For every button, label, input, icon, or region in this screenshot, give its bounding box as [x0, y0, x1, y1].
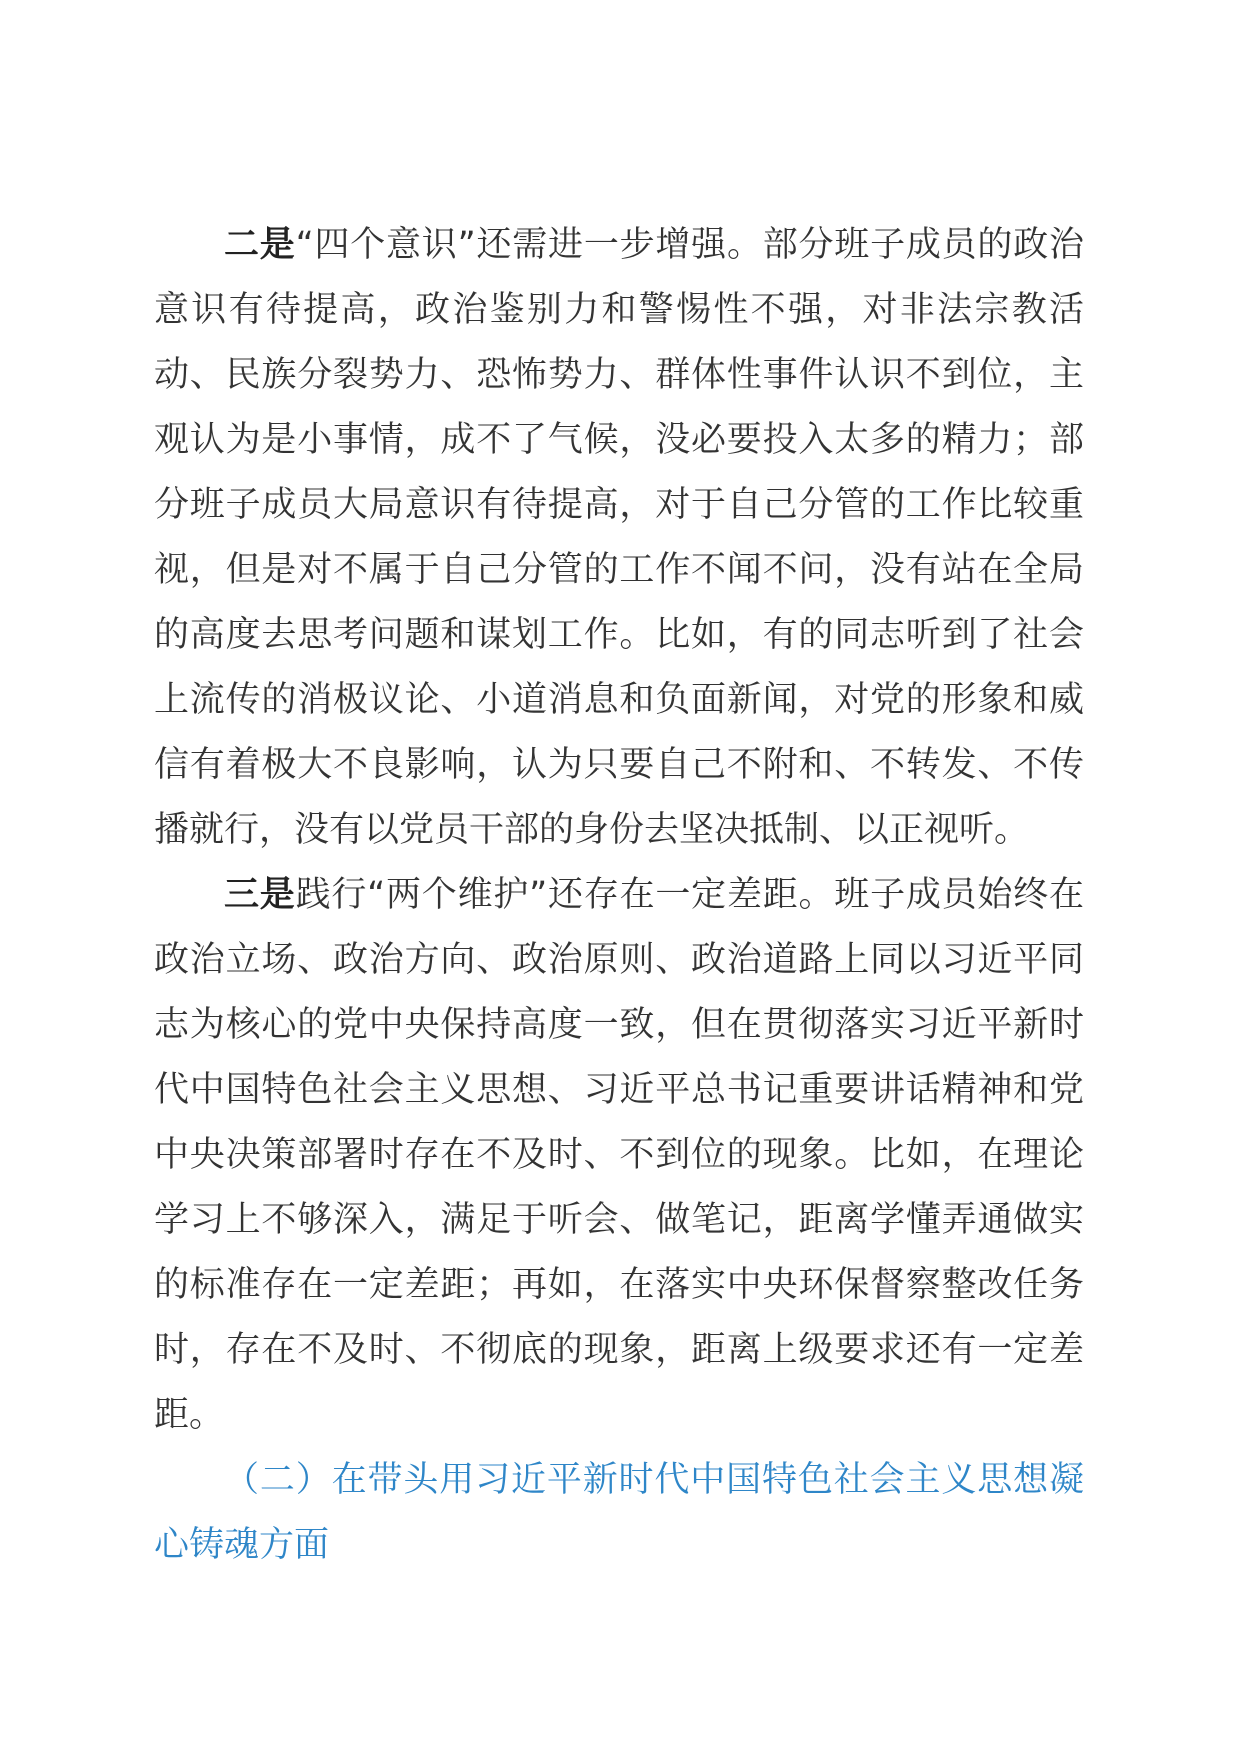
section-heading: （二）在带头用习近平新时代中国特色社会主义思想凝心铸魂方面 — [154, 1460, 1084, 1565]
paragraph-lead: 三是 — [224, 875, 296, 915]
paragraph-lead: 二是 — [224, 225, 296, 265]
paragraph-two-safeguards — [154, 863, 1084, 1448]
paragraph-text: 践行“两个维护”还存在一定差距。班子成员始终在政治立场、政治方向、政治原则、政治道路上同以习近平同志为核心的党中央保持高度一致，但在贯彻落实习近平新时代中国特色社会主义思想、习近平总书记重要讲话精神和党中央决策部署时存在不及时、不到位的现象。比如，在理论学习上不够深入，满足于听会、做笔记，距离学懂弄通做实的标准存在一定差距；再如，在落实中央环保督察整改任务时，存在不及时、不彻底的现象，距离上级要求还有一定差距。 — [154, 875, 1084, 1435]
document-page — [154, 213, 1084, 1578]
paragraph-text: “四个意识”还需进一步增强。部分班子成员的政治意识有待提高，政治鉴别力和警惕性不强，对非法宗教活动、民族分裂势力、恐怖势力、群体性事件认识不到位，主观认为是小事情，成不了气候，没必要投入太多的精力；部分班子成员大局意识有待提高，对于自己分管的工作比较重视，但是对不属于自己分管的工作不闻不问，没有站在全局的高度去思考问题和谋划工作。比如，有的同志听到了社会上流传的消极议论、小道消息和负面新闻，对党的形象和威信有着极大不良影响，认为只要自己不附和、不转发、不传播就行，没有以党员干部的身份去坚决抵制、以正视听。 — [154, 225, 1084, 850]
paragraph-awareness — [154, 213, 1084, 863]
